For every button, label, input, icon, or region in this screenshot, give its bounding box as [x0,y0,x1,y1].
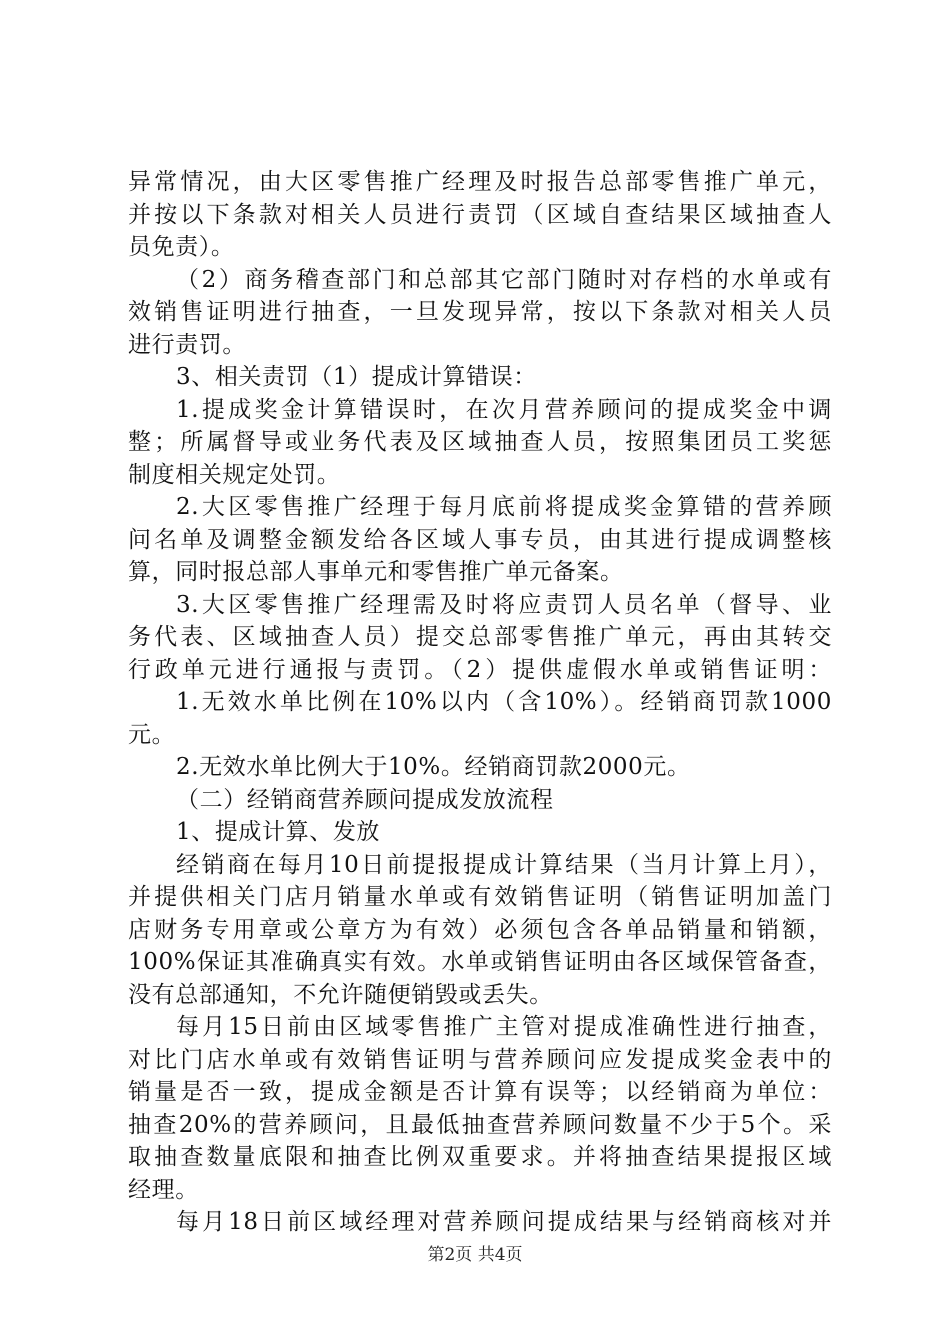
text-line: 制度相关规定处罚。 [128,461,341,488]
text-line: 每月15日前由区域零售推广主管对提成准确性进行抽查， [176,1014,832,1040]
text-line: 行政单元进行通报与责罚。（2）提供虚假水单或销售证明： [128,656,832,683]
text-line: 并按以下条款对相关人员进行责罚（区域自查结果区域抽查人 [128,201,832,228]
text-line: 算，同时报总部人事单元和零售推广单元备案。 [128,559,624,585]
text-line: 3.大区零售推广经理需及时将应责罚人员名单（督导、业 [176,591,832,618]
page-footer: 第2页 共4页 [427,1245,523,1265]
text-line: 经理。 [128,1176,199,1203]
text-line: 店财务专用章或公章方为有效）必须包含各单品销量和销额， [128,916,832,943]
text-line: 1.无效水单比例在10%以内（含10%）。经销商罚款1000 [176,689,832,715]
text-line: 并提供相关门店月销量水单或有效销售证明（销售证明加盖门 [128,884,832,910]
text-line: 2.无效水单比例大于10%。经销商罚款2000元。 [176,754,691,780]
text-line: 100%保证其准确真实有效。水单或销售证明由各区域保管备查， [128,949,832,975]
text-line: 对比门店水单或有效销售证明与营养顾问应发提成奖金表中的 [128,1046,832,1073]
text-line: 1.提成奖金计算错误时，在次月营养顾问的提成奖金中调 [176,396,832,423]
text-line: 销量是否一致，提成金额是否计算有误等；以经销商为单位： [128,1079,832,1105]
text-line: （2）商务稽查部门和总部其它部门随时对存档的水单或有 [176,266,832,293]
text-line: 务代表、区域抽查人员）提交总部零售推广单元，再由其转交 [128,624,832,650]
text-line: 取抽查数量底限和抽查比例双重要求。并将抽查结果提报区域 [128,1144,832,1170]
text-line: 没有总部通知，不允许随便销毁或丢失。 [128,981,553,1008]
text-line: 抽查20%的营养顾问，且最低抽查营养顾问数量不少于5个。采 [128,1111,832,1138]
text-line: 异常情况，由大区零售推广经理及时报告总部零售推广单元， [128,169,832,195]
text-line: 2.大区零售推广经理于每月底前将提成奖金算错的营养顾 [176,494,832,520]
text-line: 员免责）。 [128,234,235,260]
text-line: 问名单及调整金额发给各区域人事专员，由其进行提成调整核 [128,526,832,553]
text-line: 整；所属督导或业务代表及区域抽查人员，按照集团员工奖惩 [128,429,832,455]
text-line: 元。 [128,721,176,748]
document-body [128,166,832,1239]
text-line: 经销商在每月10日前提报提成计算结果（当月计算上月）， [176,851,832,878]
text-line: 每月18日前区域经理对营养顾问提成结果与经销商核对并 [176,1209,832,1235]
section-heading: 1、提成计算、发放 [176,819,381,845]
text-line: 进行责罚。 [128,331,246,358]
text-line: 效销售证明进行抽查，一旦发现异常，按以下条款对相关人员 [128,299,832,325]
section-heading: 3、相关责罚（1）提成计算错误： [176,364,537,390]
section-heading: （二）经销商营养顾问提成发放流程 [176,786,554,813]
